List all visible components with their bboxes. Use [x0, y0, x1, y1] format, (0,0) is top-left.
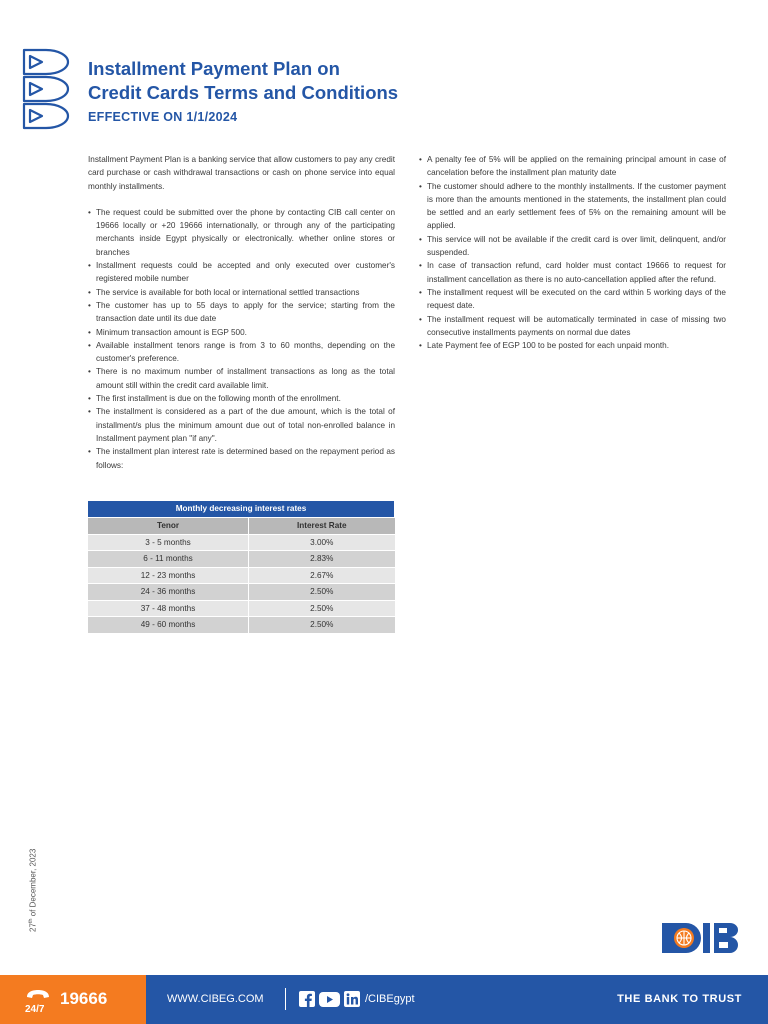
right-column [419, 153, 726, 352]
list-item: • The installment request will be executed on the card within 5 working days of the request date. [419, 286, 726, 313]
tenor-cell: 12 - 23 months [88, 567, 249, 584]
left-bullet-list [88, 206, 395, 472]
effective-date: EFFECTIVE ON 1/1/2024 [88, 110, 238, 124]
list-item: • The first installment is due on the following month of the enrollment. [88, 392, 395, 405]
table-row [88, 617, 395, 634]
list-item: • In case of transaction refund, card holder must contact 19666 to request for installment cancellation as there is no auto-cancellation applied after the refund. [419, 259, 726, 286]
cib-logo [662, 921, 742, 955]
rate-cell: 2.50% [249, 584, 395, 601]
column-header-interest-rate: Interest Rate [249, 517, 395, 534]
cib-mark-icon [20, 46, 84, 132]
column-header-tenor: Tenor [88, 517, 249, 534]
youtube-icon[interactable] [319, 992, 340, 1007]
list-item: • The installment plan interest rate is determined based on the repayment period as follows: [88, 445, 395, 472]
list-item: • Available installment tenors range is from 3 to 60 months, depending on the customer's preference. [88, 339, 395, 366]
list-item: • The customer has up to 55 days to apply for the service; starting from the transaction date until its due date [88, 299, 395, 326]
phone-24-7-icon [24, 988, 52, 1014]
rate-cell: 3.00% [249, 534, 395, 551]
linkedin-icon[interactable] [344, 991, 360, 1007]
document-date-vertical [28, 849, 38, 932]
logo-text: CIB [662, 921, 664, 922]
rate-cell: 2.83% [249, 551, 395, 568]
tenor-cell: 37 - 48 months [88, 600, 249, 617]
hotline-number[interactable]: 19666 [60, 989, 108, 1008]
list-item: • The installment request will be automatically terminated in case of missing two consecutive installments payments on normal due dates [419, 313, 726, 340]
table-caption: Monthly decreasing interest rates [88, 501, 395, 517]
date-rest: of December, 2023 [28, 848, 38, 919]
footer-bar [0, 975, 768, 1024]
hotline-block [0, 975, 146, 1024]
tenor-cell: 49 - 60 months [88, 617, 249, 634]
list-item: • There is no maximum number of installment transactions as long as the total amount still within the credit card available limit. [88, 365, 395, 392]
social-links [299, 991, 415, 1007]
tenor-cell: 3 - 5 months [88, 534, 249, 551]
intro-paragraph: Installment Payment Plan is a banking service that allow customers to pay any credit card purchase or cash withdrawal transactions or cash on phone service into equal monthly installments. [88, 155, 395, 191]
document-title [88, 57, 508, 105]
table-row [88, 567, 395, 584]
document-header [88, 57, 508, 124]
brand-tagline: THE BANK TO TRUST [617, 993, 742, 1005]
rate-cell: 2.67% [249, 567, 395, 584]
left-column [88, 153, 395, 472]
date-suffix: th [28, 918, 34, 924]
facebook-icon[interactable] [299, 991, 315, 1007]
tenor-cell: 6 - 11 months [88, 551, 249, 568]
list-item: • The customer should adhere to the monthly installments. If the customer payment is more than the amounts mentioned in the statements, the installment plan could be settled and an early settlement fees of 5% on the remaining amount will be applied. [419, 180, 726, 233]
rate-cell: 2.50% [249, 600, 395, 617]
title-line-1: Installment Payment Plan on [88, 58, 340, 79]
title-line-2: Credit Cards Terms and Conditions [88, 82, 399, 103]
list-item: • The request could be submitted over the phone by contacting CIB call center on 19666 locally or +20 19666 internationally, or through any of the participating merchants inside Egypt physically or electronically. whether online stores or branches [88, 206, 395, 259]
list-item: • Installment requests could be accepted and only executed over customer's registered mobile number [88, 259, 395, 286]
table-row [88, 584, 395, 601]
right-bullet-list [419, 153, 726, 352]
footer-divider [285, 988, 286, 1010]
table-row [88, 600, 395, 617]
list-item: • The installment is considered as a part of the due amount, which is the total of installment/s plus the minimum amount due out of total non-enrolled balance in Installment payment plan "if any". [88, 405, 395, 445]
tenor-cell: 24 - 36 months [88, 584, 249, 601]
table-row [88, 534, 395, 551]
list-item: • The service is available for both local or international settled transactions [88, 286, 395, 299]
table-row [88, 551, 395, 568]
cib-globe-icon [662, 923, 701, 953]
list-item: • Late Payment fee of EGP 100 to be posted for each unpaid month. [419, 339, 726, 352]
social-handle[interactable]: /CIBEgypt [365, 993, 415, 1005]
list-item: • A penalty fee of 5% will be applied on the remaining principal amount in case of cancelation before the installment plan maturity date [419, 153, 726, 180]
hotline-label: 24/7 [25, 1004, 45, 1014]
website-link[interactable]: WWW.CIBEG.COM [167, 993, 264, 1005]
list-item: • Minimum transaction amount is EGP 500. [88, 326, 395, 339]
date-day: 27 [28, 923, 38, 932]
rate-cell: 2.50% [249, 617, 395, 634]
interest-rates-table [88, 501, 395, 634]
list-item: • This service will not be available if the credit card is over limit, delinquent, and/or suspended. [419, 233, 726, 260]
